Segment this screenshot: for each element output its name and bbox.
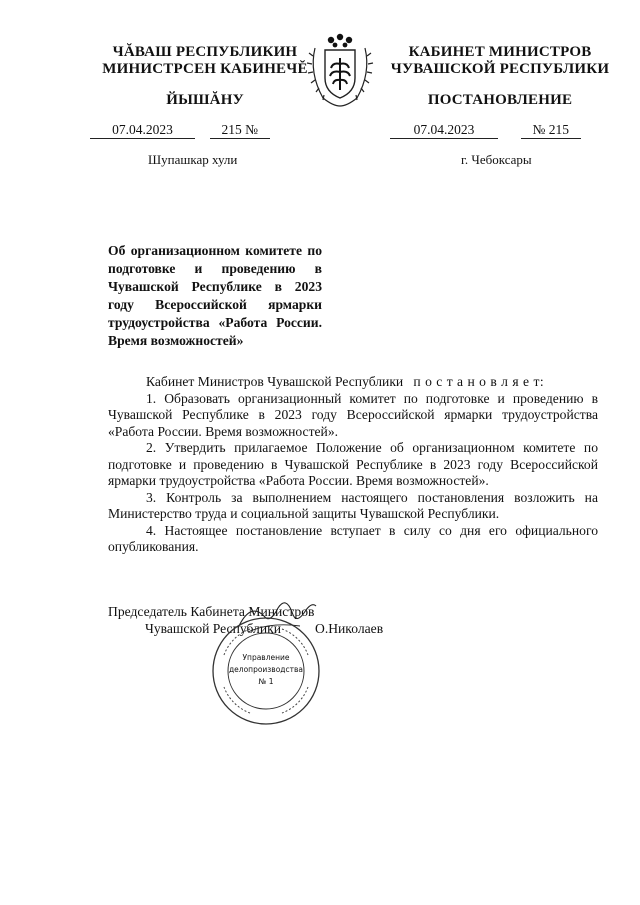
signature-name: О.Николаев bbox=[315, 621, 384, 636]
header-left-line2: МИНИСТРСЕН КАБИНЕЧĔ bbox=[102, 61, 308, 77]
round-stamp bbox=[210, 615, 322, 727]
intro-prefix: Кабинет Министров Чувашской Республики bbox=[146, 374, 404, 389]
header-right-line2: ЧУВАШСКОЙ РЕСПУБЛИКИ bbox=[390, 61, 610, 77]
right-date: 07.04.2023 bbox=[390, 122, 498, 139]
header-left-doc-type: ЙЫШĂНУ bbox=[166, 92, 244, 108]
coat-of-arms-emblem bbox=[305, 28, 375, 110]
header-right-org bbox=[385, 44, 615, 78]
left-date: 07.04.2023 bbox=[90, 122, 195, 139]
left-number: 215 № bbox=[210, 122, 270, 139]
document-title: Об организационном комитете по подготовке и проведению в Чувашской Республике в 2023 году Всероссийской ярмарки трудоустройства «Работа России. Время возможностей» bbox=[108, 243, 322, 348]
right-number: № 215 bbox=[521, 122, 581, 139]
paragraph-3: 3. Контроль за выполнением настоящего постановления возложить на Министерство труда и социальной защиты Чувашской Республики. bbox=[108, 489, 598, 521]
intro-paragraph bbox=[108, 374, 598, 391]
stamp-line2: делопроизводства bbox=[228, 665, 303, 674]
signature-line2: Чувашской Республики bbox=[145, 621, 281, 636]
paragraph-4: 4. Настоящее постановление вступает в силу со дня его официального опубликования. bbox=[108, 522, 598, 554]
signature-line1: Председатель Кабинета Министров bbox=[108, 604, 315, 619]
right-place: г. Чебоксары bbox=[461, 152, 532, 167]
paragraph-1: 1. Образовать организационный комитет по подготовке и проведению в Чувашской Республике в 2023 году Всероссийской ярмарки трудоустройства «Работа России. Время возможностей». bbox=[108, 390, 598, 439]
stamp-line1: Управление bbox=[242, 653, 290, 662]
header-right-date-row bbox=[390, 122, 630, 139]
header-right-line1: КАБИНЕТ МИНИСТРОВ bbox=[408, 44, 592, 60]
left-place: Шупашкар хули bbox=[148, 152, 238, 167]
header-left-line1: ЧĂВАШ РЕСПУБЛИКИН bbox=[112, 44, 298, 60]
stamp-line3: № 1 bbox=[258, 677, 274, 686]
header-right-doc-type: ПОСТАНОВЛЕНИЕ bbox=[427, 92, 573, 108]
paragraph-2: 2. Утвердить прилагаемое Положение об организационном комитете по подготовке и проведению в Чувашской Республике в 2023 году Всероссийской ярмарки трудоустройства «Работа России. Время возможностей». bbox=[108, 440, 598, 488]
header-left-date-row bbox=[90, 122, 330, 139]
header-left-org bbox=[90, 44, 320, 78]
intro-verb: п о с т а н о в л я е т: bbox=[413, 374, 545, 389]
document-body bbox=[108, 374, 598, 556]
